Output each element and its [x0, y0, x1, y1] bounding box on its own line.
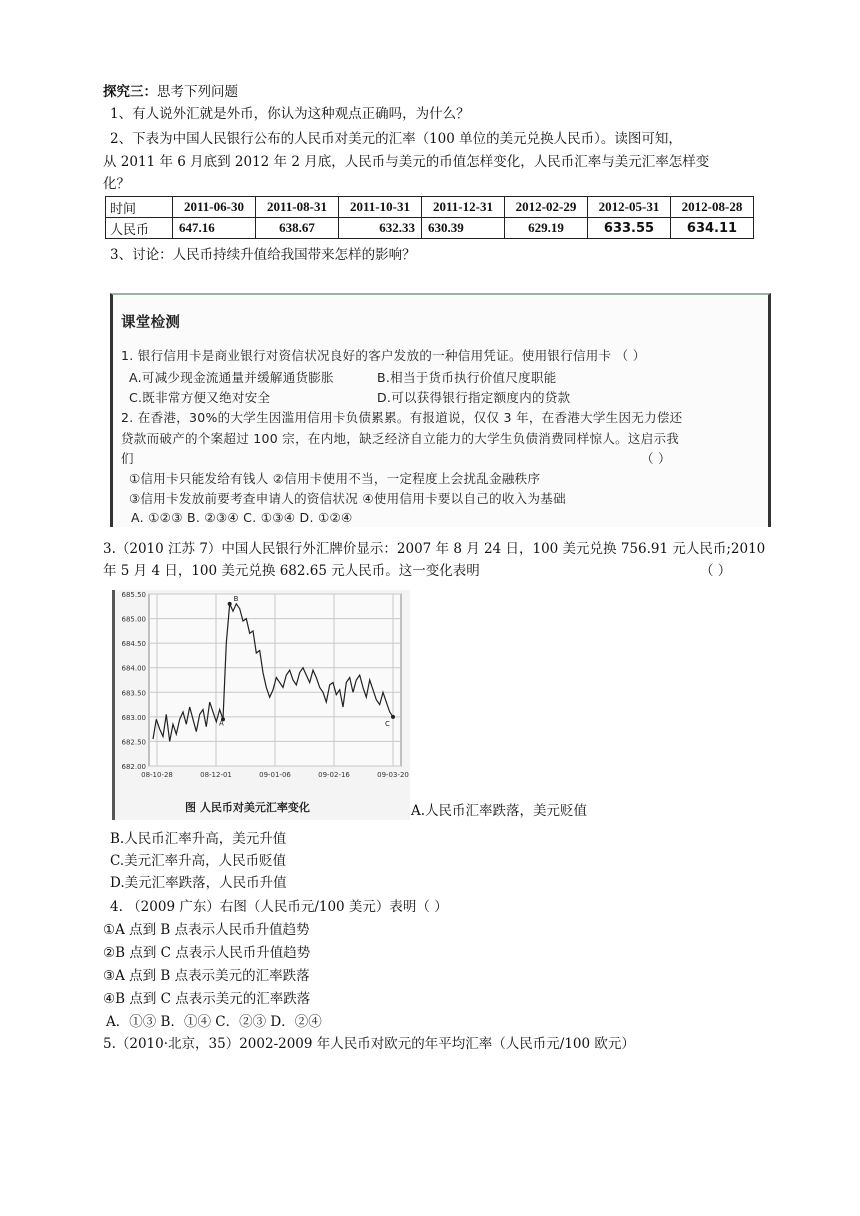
exchange-rate-chart	[115, 590, 410, 820]
point-label: C	[385, 719, 390, 728]
table-value-cell: 638.67	[256, 218, 339, 239]
chart-title: 图 人民币对美元汇率变化	[185, 801, 310, 814]
table-value-cell: 632.33	[339, 218, 422, 239]
q4-statement-1: ①A 点到 B 点表示人民币升值趋势	[103, 922, 310, 938]
q4-statement-3: ③A 点到 B 点表示美元的汇率跌落	[103, 968, 310, 984]
q3-option-c: C.美元汇率升高，人民币贬值	[110, 853, 287, 869]
table-date-cell: 2011-12-31	[422, 197, 505, 218]
table-date-cell: 2012-05-31	[588, 197, 671, 218]
y-tick-label: 683.50	[121, 689, 146, 698]
question-2-line-3: 化？	[103, 176, 130, 192]
table-value-cell: 647.16	[173, 218, 256, 239]
table-value-cell: 633.55	[588, 218, 671, 239]
quiz-question-2-paren: （ ）	[641, 451, 671, 466]
section-title: 思考下列问题	[157, 84, 238, 100]
q4-answers: A．①③ B．①④ C．②③ D．②④	[106, 1014, 322, 1030]
table-row-label: 人民币	[106, 218, 173, 239]
quiz-question-1: 1. 银行信用卡是商业银行对资信状况良好的客户发放的一种信用凭证。使用银行信用卡 （ ）	[121, 348, 646, 363]
question-2-line-2: 从 2011 年 6 月底到 2012 年 2 月底，人民币与美元的币值怎样变化，人民币汇率与美元汇率怎样变	[103, 154, 710, 170]
x-tick-label: 09-03-20	[377, 771, 409, 779]
q3-line-2: 年 5 月 4 日，100 美元兑换 682.65 元人民币。这一变化表明	[103, 563, 480, 579]
table-value-row	[106, 218, 754, 239]
point-label: A	[219, 719, 224, 728]
quiz-question-2-line-2: 贷款而破产的个案超过 100 宗，在内地，缺乏经济自立能力的大学生负债消费同样惊人。这启示我	[121, 431, 680, 446]
point-marker	[228, 602, 232, 606]
table-date-cell: 2012-02-29	[505, 197, 588, 218]
table-header-label: 时间	[106, 197, 173, 218]
table-value-cell: 630.39	[422, 218, 505, 239]
exchange-rate-chart-frame	[112, 590, 410, 820]
y-tick-label: 684.00	[121, 664, 146, 673]
y-tick-label: 683.00	[121, 713, 146, 722]
table-date-cell: 2011-10-31	[339, 197, 422, 218]
quiz-title: 课堂检测	[121, 315, 181, 331]
x-tick-label: 08-12-01	[200, 771, 232, 779]
y-tick-label: 685.00	[121, 615, 146, 624]
q3-option-b: B.人民币汇率升高，美元升值	[110, 831, 287, 847]
q3-line-1: 3.（2010 江苏 7）中国人民银行外汇牌价显示：2007 年 8 月 24 日，100 美元兑换 756.91 元人民币;2010	[103, 541, 766, 557]
q4-statement-4: ④B 点到 C 点表示美元的汇率跌落	[103, 991, 311, 1007]
q3-option-d: D.美元汇率跌落，人民币升值	[110, 875, 287, 891]
section-heading	[103, 82, 238, 102]
quiz-question-2-line-1: 2. 在香港，30%的大学生因滥用信用卡负债累累。有报道说，仅仅 3 年，在香港大学生因无力偿还	[121, 410, 683, 425]
question-3: 3、讨论：人民币持续升值给我国带来怎样的影响？	[110, 247, 416, 263]
quiz-q2-answers: A. ①②③ B. ②③④ C. ①③④ D. ①②④	[131, 510, 353, 525]
section-label: 探究三：	[103, 84, 157, 100]
x-tick-label: 09-02-16	[318, 771, 350, 779]
exchange-rate-table	[105, 196, 754, 239]
table-value-cell: 629.19	[505, 218, 588, 239]
table-date-cell: 2012-08-28	[671, 197, 754, 218]
y-tick-label: 685.50	[121, 591, 146, 599]
quiz-q1-option-a: A.可减少现金流通量并缓解通货膨胀	[129, 370, 334, 385]
x-tick-label: 08-10-28	[141, 771, 173, 779]
y-tick-label: 684.50	[121, 640, 146, 649]
point-marker	[391, 715, 395, 719]
table-header-row	[106, 197, 754, 218]
question-1: 1、有人说外汇就是外币，你认为这种观点正确吗，为什么？	[110, 106, 470, 122]
quiz-q1-option-c: C.既非常方便又绝对安全	[129, 390, 271, 405]
classroom-quiz-panel	[110, 293, 771, 527]
quiz-q2-statements-2: ③信用卡发放前要考查申请人的资信状况 ④使用信用卡要以自己的收入为基础	[129, 491, 566, 506]
q4-statement-2: ②B 点到 C 点表示人民币升值趋势	[103, 945, 311, 961]
table-value-cell: 634.11	[671, 218, 754, 239]
question-2-line-1: 2、下表为中国人民银行公布的人民币对美元的汇率（100 单位的美元兑换人民币）。读图可知，	[110, 131, 682, 147]
y-tick-label: 682.00	[121, 763, 146, 771]
point-label: B	[233, 594, 239, 603]
quiz-question-2-line-3: 们	[121, 451, 134, 466]
q5-stem: 5.（2010·北京，35）2002-2009 年人民币对欧元的年平均汇率（人民币元/100 欧元）	[103, 1036, 635, 1052]
quiz-q2-statements-1: ①信用卡只能发给有钱人 ②信用卡使用不当，一定程度上会扰乱金融秩序	[129, 471, 541, 486]
q4-stem: 4. （2009 广东）右图（人民币元/100 美元）表明（ ）	[110, 899, 448, 915]
x-tick-label: 09-01-06	[259, 771, 291, 779]
q3-option-a: A.人民币汇率跌落，美元贬值	[411, 803, 588, 819]
table-date-cell: 2011-06-30	[173, 197, 256, 218]
y-tick-label: 682.50	[121, 738, 146, 747]
quiz-q1-option-b: B.相当于货币执行价值尺度职能	[377, 370, 557, 385]
table-date-cell: 2011-08-31	[256, 197, 339, 218]
quiz-q1-option-d: D.可以获得银行指定额度内的贷款	[377, 390, 571, 405]
q3-paren: （ ）	[700, 563, 732, 579]
